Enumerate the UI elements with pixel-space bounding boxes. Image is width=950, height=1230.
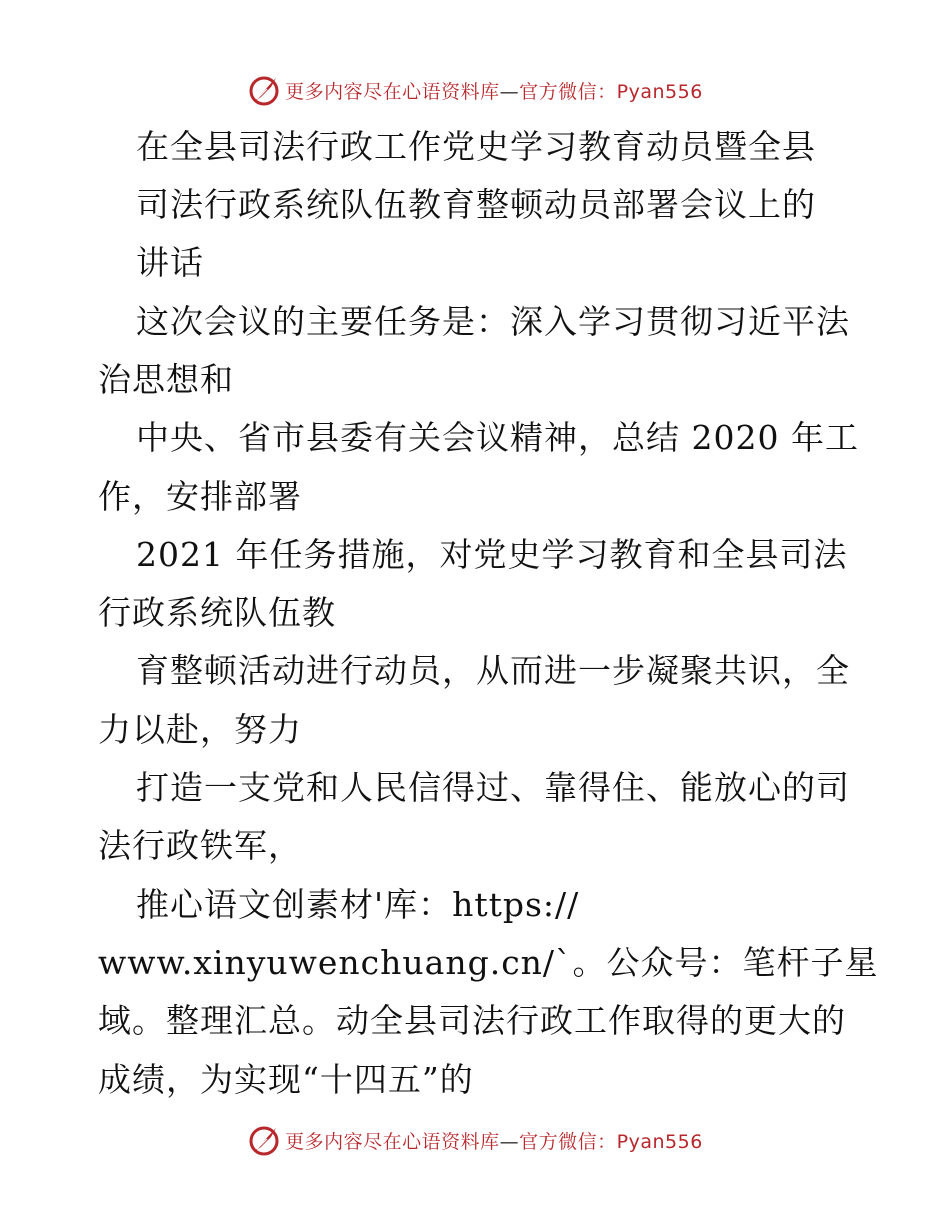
title-line-1: 在全县司法行政工作党史学习教育动员暨全县 xyxy=(136,127,816,166)
footer-separator: — xyxy=(499,1130,520,1153)
paragraph-line: 推心语文创素材'库：https:// xyxy=(136,885,580,924)
header-promo-text: 更多内容尽在心语资料库 xyxy=(285,80,500,103)
paragraph-line: 中央、省市县委有关会议精神，总结 2020 年工 xyxy=(136,418,859,457)
header-watermark-banner xyxy=(0,70,950,110)
feather-circle-logo-icon xyxy=(247,73,281,107)
paragraph-line: 法行政铁军， xyxy=(98,826,302,865)
paragraph-line: 行政系统队伍教 xyxy=(98,593,336,632)
paragraph-line: 这次会议的主要任务是：深入学习贯彻习近平法 xyxy=(136,302,850,341)
footer-promo-text: 更多内容尽在心语资料库 xyxy=(285,1130,500,1153)
header-banner-text xyxy=(285,77,703,104)
footer-banner-text xyxy=(285,1127,703,1154)
header-separator: — xyxy=(499,80,520,103)
footer-wechat-id: 官方微信：Pyan556 xyxy=(519,1130,703,1153)
paragraph-line: 力以赴，努力 xyxy=(98,710,302,749)
paragraph-line: 作，安排部署 xyxy=(98,477,302,516)
paragraph-line: 治思想和 xyxy=(98,360,234,399)
paragraph-line: 域。整理汇总。动全县司法行政工作取得的更大的 xyxy=(98,1001,846,1040)
title-line-3: 讲话 xyxy=(136,243,204,282)
footer-watermark-banner xyxy=(0,1120,950,1160)
header-wechat-id: 官方微信：Pyan556 xyxy=(519,80,703,103)
paragraph-line: www.xinyuwenchuang.cn/`。公众号：笔杆子星 xyxy=(98,943,879,982)
paragraph-line: 打造一支党和人民信得过、靠得住、能放心的司 xyxy=(136,768,850,807)
paragraph-line: 成绩，为实现“十四五”的 xyxy=(98,1060,474,1099)
paragraph-line: 育整顿活动进行动员，从而进一步凝聚共识，全 xyxy=(136,651,850,690)
feather-circle-logo-icon xyxy=(247,1123,281,1157)
paragraph-line: 2021 年任务措施，对党史学习教育和全县司法 xyxy=(136,535,848,574)
title-line-2: 司法行政系统队伍教育整顿动员部署会议上的 xyxy=(136,185,816,224)
